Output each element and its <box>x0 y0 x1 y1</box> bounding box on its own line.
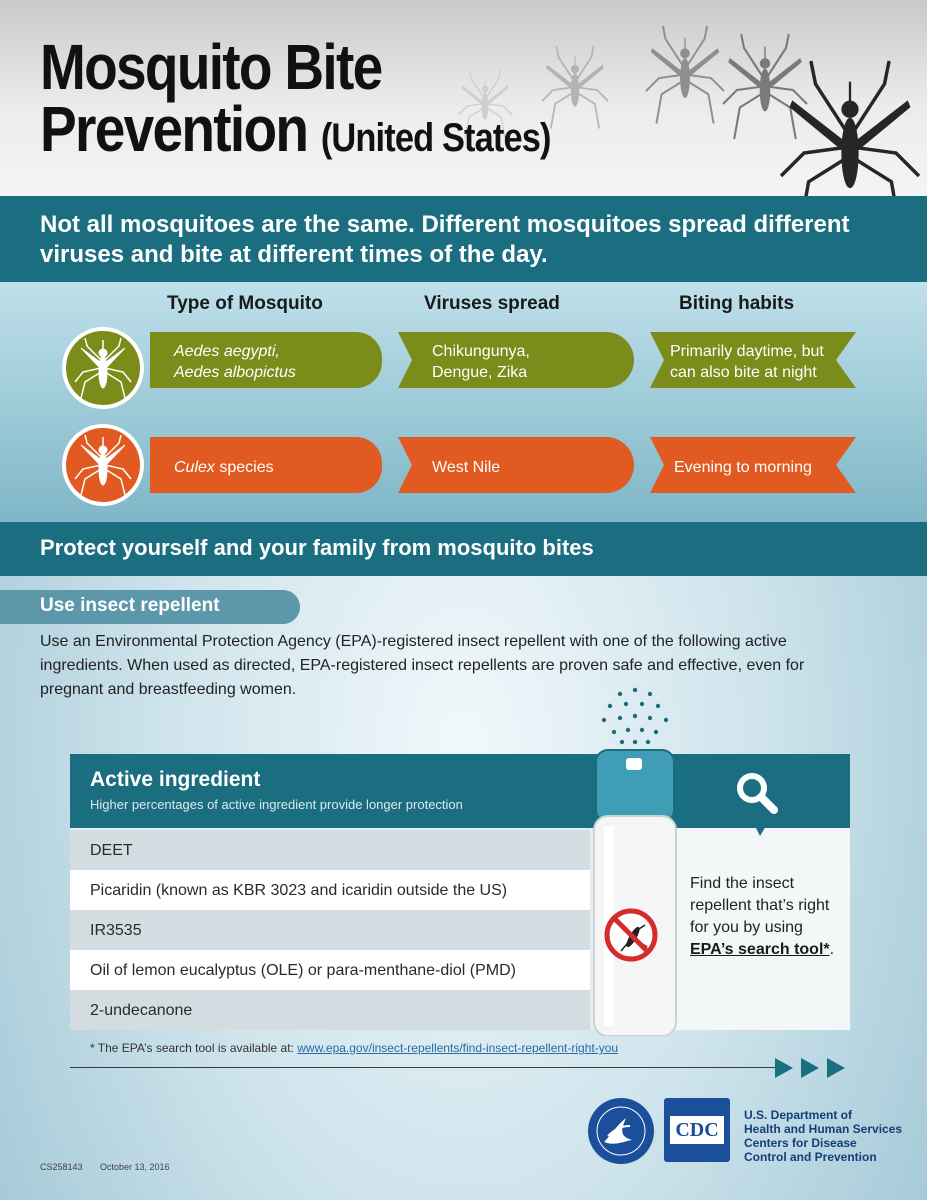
repellent-intro-text: Use an Environmental Protection Agency (EPA)-registered insect repellent with one of the following active ingredients. When used as directed, EPA-registered insect repellents are proven safe and effective, even for pregnant and breastfeeding women. <box>40 633 805 698</box>
cdc-logo-text: CDC <box>670 1116 724 1144</box>
hhs-line-4: Control and Prevention <box>744 1150 877 1164</box>
culex-habits-text: Evening to morning <box>674 458 812 476</box>
title-subtitle: (United States) <box>320 116 551 160</box>
ingredient-row <box>70 830 590 870</box>
publication-date: October 13, 2016 <box>100 1162 170 1172</box>
hhs-line-1: U.S. Department of <box>744 1108 853 1122</box>
culex-viruses-text: West Nile <box>432 458 501 476</box>
hhs-line-3: Centers for Disease <box>744 1136 857 1150</box>
title-line-2 <box>40 93 551 169</box>
ingredient-row <box>70 870 590 910</box>
mosquito-icon <box>66 331 140 405</box>
footnote <box>90 1041 618 1055</box>
spray-can-illustration <box>580 686 690 1036</box>
page-title <box>40 31 551 169</box>
hhs-cdc-attribution <box>744 1108 902 1164</box>
culex-habits-cell <box>650 437 850 493</box>
aedes-viruses-cell <box>408 332 628 388</box>
aedes-type-cell <box>150 332 382 388</box>
ingredient-table-subtitle: Higher percentages of active ingredient provide longer protection <box>90 797 463 812</box>
hhs-line-2: Health and Human Services <box>744 1122 903 1136</box>
aedes-mosquito-icon <box>62 327 144 409</box>
mosquito-icon <box>66 428 140 502</box>
title-line-1: Mosquito Bite <box>40 31 382 103</box>
ingredient-deet: DEET <box>90 842 133 859</box>
ingredient-row <box>70 950 590 990</box>
aedes-type-line-1: Aedes aegypti, <box>174 343 280 360</box>
search-icon <box>730 768 782 814</box>
aedes-habits-line-2: can also bite at night <box>670 364 817 381</box>
epa-search-tool-link[interactable]: EPA’s search tool* <box>690 941 830 958</box>
ingredient-undecanone: 2-undecanone <box>90 1002 193 1019</box>
column-header-viruses: Viruses spread <box>424 293 560 314</box>
title-prevention: Prevention <box>40 93 308 165</box>
footnote-prefix: * The EPA’s search tool is available at: <box>90 1041 298 1055</box>
aedes-viruses-line-2: Dengue, Zika <box>432 364 528 381</box>
epa-url-link[interactable]: www.epa.gov/insect-repellents/find-insect-repellent-right-you <box>297 1041 619 1055</box>
intro-banner-text: Not all mosquitoes are the same. Different mosquitoes spread different viruses and bite at different times of the day. <box>40 211 850 268</box>
protect-heading: Protect yourself and your family from mosquito bites <box>40 535 594 560</box>
ingredient-picaridin: Picaridin (known as KBR 3023 and icaridin outside the US) <box>90 882 508 899</box>
culex-type-rest: species <box>214 458 274 476</box>
column-header-type: Type of Mosquito <box>167 293 323 314</box>
search-tool-text <box>690 873 850 961</box>
ingredient-row <box>70 910 590 950</box>
hhs-seal-logo <box>586 1096 656 1166</box>
culex-type-cell <box>150 437 382 493</box>
ingredient-row <box>70 990 590 1030</box>
arrow-chevrons-icon <box>775 1056 855 1080</box>
repellent-tab-label: Use insect repellent <box>40 595 220 616</box>
ingredient-table-title: Active ingredient <box>90 768 261 791</box>
divider-line <box>70 1067 775 1068</box>
publication-code: CS258143 <box>40 1162 83 1172</box>
ingredient-ole: Oil of lemon eucalyptus (OLE) or para-menthane-diol (PMD) <box>90 962 516 979</box>
culex-mosquito-icon <box>62 424 144 506</box>
cdc-logo <box>664 1098 730 1162</box>
aedes-habits-cell <box>646 332 846 388</box>
aedes-viruses-line-1: Chikungunya, <box>432 343 530 360</box>
column-header-habits: Biting habits <box>679 293 795 314</box>
search-tool-description: Find the insect repellent that’s right for you by using <box>690 875 830 936</box>
ingredient-ir3535: IR3535 <box>90 922 142 939</box>
no-mosquito-icon <box>603 907 659 963</box>
culex-viruses-cell <box>408 437 628 493</box>
search-tool-period: . <box>829 941 835 958</box>
culex-type-genus: Culex <box>174 458 215 476</box>
aedes-habits-line-1: Primarily daytime, but <box>670 343 824 360</box>
aedes-type-line-2: Aedes albopictus <box>174 364 296 381</box>
